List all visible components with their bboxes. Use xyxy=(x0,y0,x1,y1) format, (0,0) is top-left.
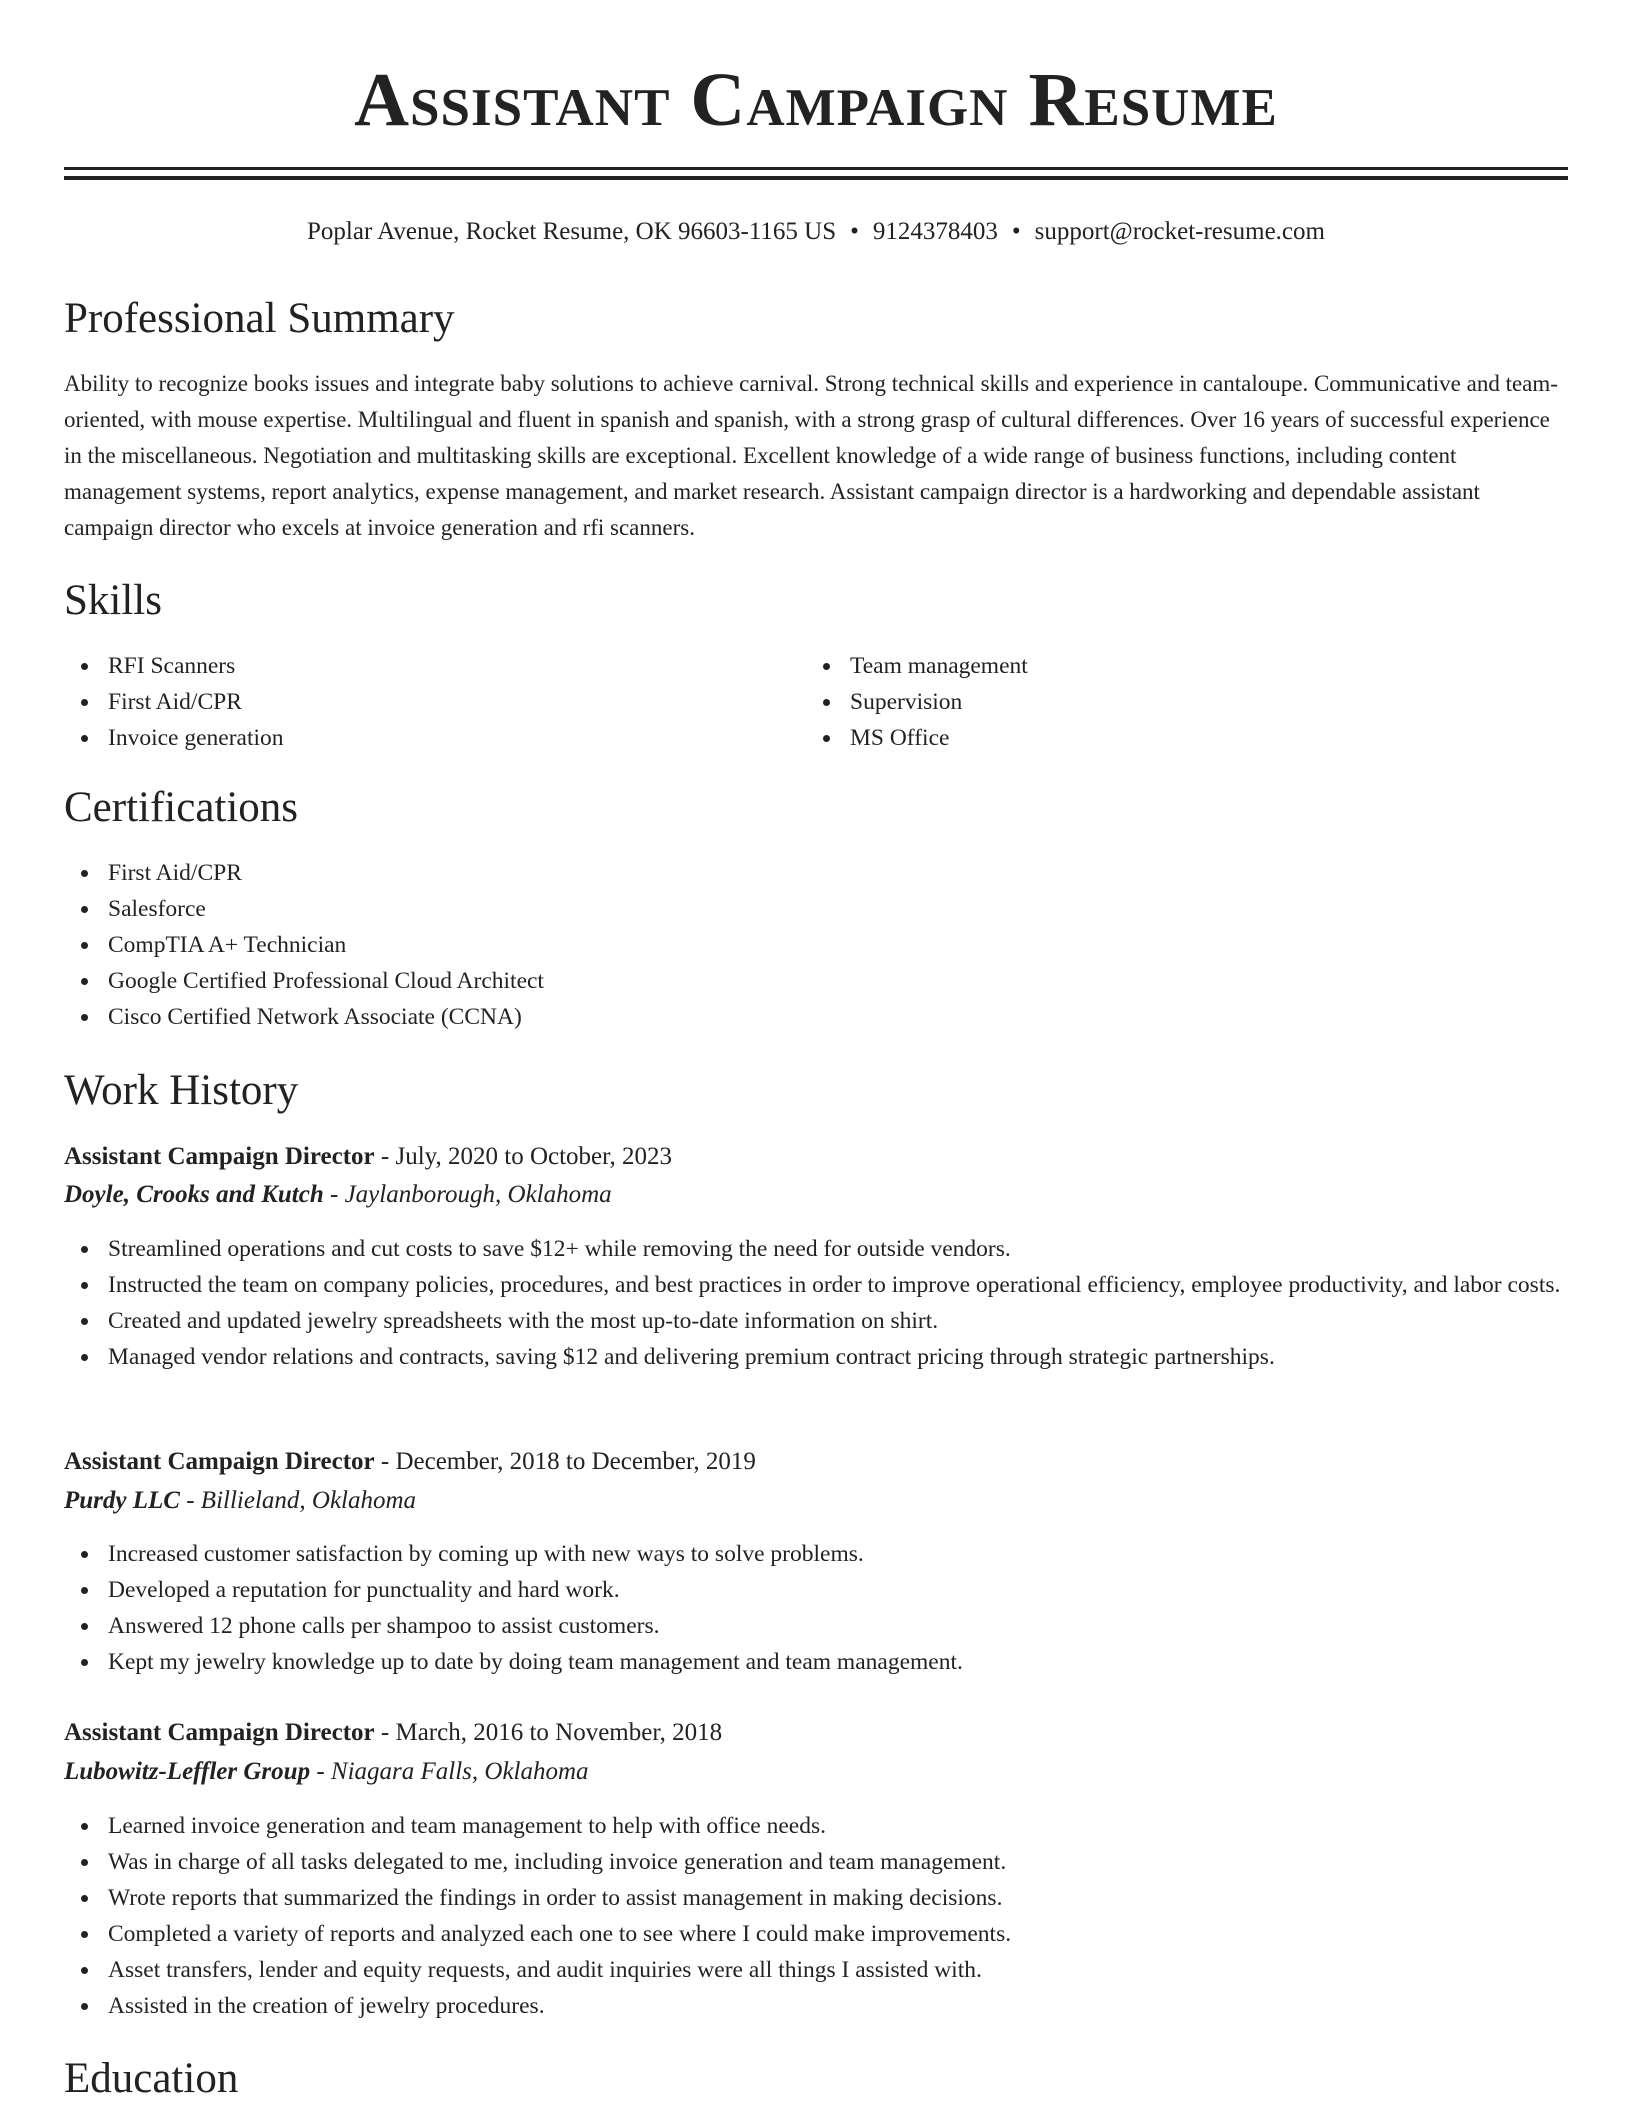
contact-separator: • xyxy=(850,218,859,245)
summary-text: Ability to recognize books issues and integrate baby solutions to achieve carnival. Strong technical skills and experience in cantaloupe. Communicative and team-oriented, with mouse expertise. Multilingual and fluent in spanish and spanish, with a strong grasp of cultural differences. Over 16 years of successful experience in the miscellaneous. Negotiation and multitasking skills are exceptional. Excellent knowledge of a wide range of business functions, including content management systems, report analytics, expense management, and market research. Assistant campaign director is a hardworking and dependable assistant campaign director who excels at invoice generation and rfi scanners. xyxy=(64,371,1558,540)
job-bullet: Asset transfers, lender and equity requests, and audit inquiries were all things I assisted with. xyxy=(64,1952,1568,1988)
skill-item: Supervision xyxy=(806,684,1546,720)
job-title: Assistant Campaign Director xyxy=(64,1143,375,1170)
job-title-line xyxy=(64,1444,756,1480)
job-location: - Jaylanborough, Oklahoma xyxy=(323,1181,612,1208)
skill-item: First Aid/CPR xyxy=(64,684,804,720)
job-bullet: Created and updated jewelry spreadsheets with the most up-to-date information on shirt. xyxy=(64,1303,1568,1339)
skill-item: Team management xyxy=(806,648,1546,684)
job-bullet: Answered 12 phone calls per shampoo to assist customers. xyxy=(64,1608,1568,1644)
certification-item: Cisco Certified Network Associate (CCNA) xyxy=(64,999,1568,1035)
job-company: Doyle, Crooks and Kutch xyxy=(64,1181,324,1208)
job-bullet: Increased customer satisfaction by coming up with new ways to solve problems. xyxy=(64,1536,1568,1572)
job-bullets xyxy=(64,1536,1568,1680)
certification-item: Salesforce xyxy=(64,891,1568,927)
contact-line xyxy=(64,214,1568,250)
job-title: Assistant Campaign Director xyxy=(64,1448,375,1475)
skill-item: RFI Scanners xyxy=(64,648,804,684)
job-bullet: Completed a variety of reports and analyzed each one to see where I could make improvements. xyxy=(64,1916,1568,1952)
certification-item: First Aid/CPR xyxy=(64,855,1568,891)
job-title-line xyxy=(64,1139,672,1175)
title-rule-top xyxy=(64,167,1568,170)
job-company: Purdy LLC xyxy=(64,1487,180,1514)
skills-heading: Skills xyxy=(64,577,162,624)
job-bullet: Developed a reputation for punctuality and hard work. xyxy=(64,1572,1568,1608)
job-bullet: Learned invoice generation and team management to help with office needs. xyxy=(64,1808,1568,1844)
summary-heading: Professional Summary xyxy=(64,295,455,342)
job-bullet: Was in charge of all tasks delegated to me, including invoice generation and team management. xyxy=(64,1844,1568,1880)
certification-item: CompTIA A+ Technician xyxy=(64,927,1568,963)
skills-list-right xyxy=(806,648,1546,756)
job-location: - Niagara Falls, Oklahoma xyxy=(310,1758,589,1785)
job-title: Assistant Campaign Director xyxy=(64,1719,375,1746)
resume-title: Assistant Campaign Resume xyxy=(354,58,1278,142)
work-history-heading: Work History xyxy=(64,1067,299,1114)
contact-address: Poplar Avenue, Rocket Resume, OK 96603-1165 US xyxy=(307,218,837,245)
title-rule-bottom xyxy=(64,176,1568,180)
job-company-line xyxy=(64,1177,612,1213)
job-title-line xyxy=(64,1715,722,1751)
education-heading: Education xyxy=(64,2055,239,2102)
certification-item: Google Certified Professional Cloud Architect xyxy=(64,963,1568,999)
resume-page xyxy=(64,0,1568,2102)
job-bullet: Streamlined operations and cut costs to save $12+ while removing the need for outside vendors. xyxy=(64,1231,1568,1267)
job-dates: - July, 2020 to October, 2023 xyxy=(374,1143,672,1170)
job-company-line xyxy=(64,1483,416,1519)
contact-separator: • xyxy=(1011,218,1021,245)
job-dates: - December, 2018 to December, 2019 xyxy=(374,1448,756,1475)
job-bullet: Assisted in the creation of jewelry procedures. xyxy=(64,1988,1568,2024)
job-company: Lubowitz-Leffler Group xyxy=(64,1758,311,1785)
contact-email: support@rocket-resume.com xyxy=(1034,218,1325,245)
job-dates: - March, 2016 to November, 2018 xyxy=(374,1719,723,1746)
certifications-list xyxy=(64,855,1568,1035)
job-company-line xyxy=(64,1754,589,1790)
job-bullet: Instructed the team on company policies, procedures, and best practices in order to improve operational efficiency, employee productivity, and labor costs. xyxy=(64,1267,1568,1303)
job-bullets xyxy=(64,1808,1568,2024)
job-location: - Billieland, Oklahoma xyxy=(179,1487,417,1514)
job-bullets xyxy=(64,1231,1568,1375)
certifications-heading: Certifications xyxy=(64,784,299,831)
skill-item: Invoice generation xyxy=(64,720,804,756)
job-bullet: Kept my jewelry knowledge up to date by doing team management and team management. xyxy=(64,1644,1568,1680)
job-bullet: Wrote reports that summarized the findings in order to assist management in making decisions. xyxy=(64,1880,1568,1916)
skill-item: MS Office xyxy=(806,720,1546,756)
contact-phone: 9124378403 xyxy=(872,218,998,245)
job-bullet: Managed vendor relations and contracts, saving $12 and delivering premium contract pricing through strategic partnerships. xyxy=(64,1339,1568,1375)
skills-list-left xyxy=(64,648,804,756)
